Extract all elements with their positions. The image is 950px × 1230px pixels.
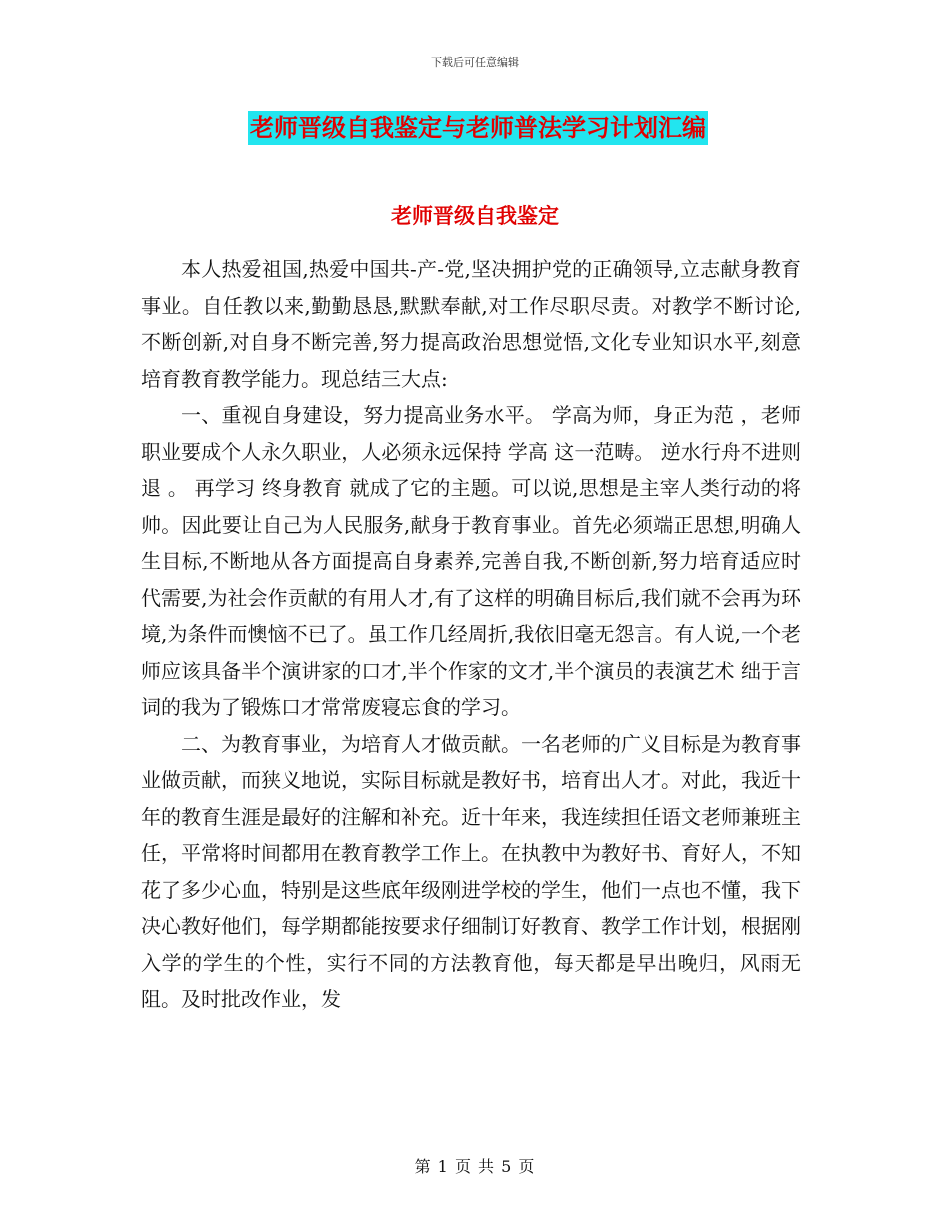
section-title: 老师晋级自我鉴定	[391, 203, 559, 228]
body-paragraph: 一、重视自身建设，努力提高业务水平。 学高为师，身正为范 ，老师职业要成个人永久职业，人必须永远保持 学高 这一范畴。 逆水行舟不进则退 。 再学习 终身教育 就成了它的主题。可以说,思想是主宰人类行动的将帅。因此要让自己为人民服务,献身于教育事业。首先必须端正思想,明确人生目标,不断地从各方面提高自身素养,完善自我,不断创新,努力培育适应时代需要,为社会作贡献的有用人才,有了这样的明确目标后,我们就不会再为环境,为条件而懊恼不已了。虽工作几经周折,我依旧毫无怨言。有人说,一个老师应该具备半个演讲家的口才,半个作家的文才,半个演员的表演艺术 绌于言词的我为了锻炼口才常常废寝忘食的学习。	[141, 403, 801, 719]
body-paragraph: 二、为教育事业，为培育人才做贡献。一名老师的广义目标是为教育事业做贡献，而狭义地说，实际目标就是教好书，培育出人才。对此，我近十年的教育生涯是最好的注解和补充。近十年来，我连续担任语文老师兼班主任，平常将时间都用在教育教学工作上。在执教中为教好书、育好人，不知花了多少心血，特别是这些底年级刚进学校的学生，他们一点也不懂，我下决心教好他们，每学期都能按要求仔细制订好教育、教学工作计划，根据刚入学的学生的个性，实行不同的方法教育他，每天都是早出晚归，风雨无阻。及时批改作业，发	[141, 731, 801, 1011]
body-paragraph: 本人热爱祖国,热爱中国共-产-党,坚决拥护党的正确领导,立志献身教育事业。自任教以来,勤勤恳恳,默默奉献,对工作尽职尽责。对教学不断讨论,不断创新,对自身不断完善,努力提高政治思想觉悟,文化专业知识水平,刻意培育教育教学能力。现总结三大点:	[141, 257, 801, 391]
document-body	[141, 251, 801, 1018]
header-note: 下载后可任意编辑	[431, 56, 519, 69]
document-title: 老师晋级自我鉴定与老师普法学习计划汇编	[248, 111, 708, 145]
page-footer: 第 1 页 共 5 页	[414, 1157, 536, 1176]
